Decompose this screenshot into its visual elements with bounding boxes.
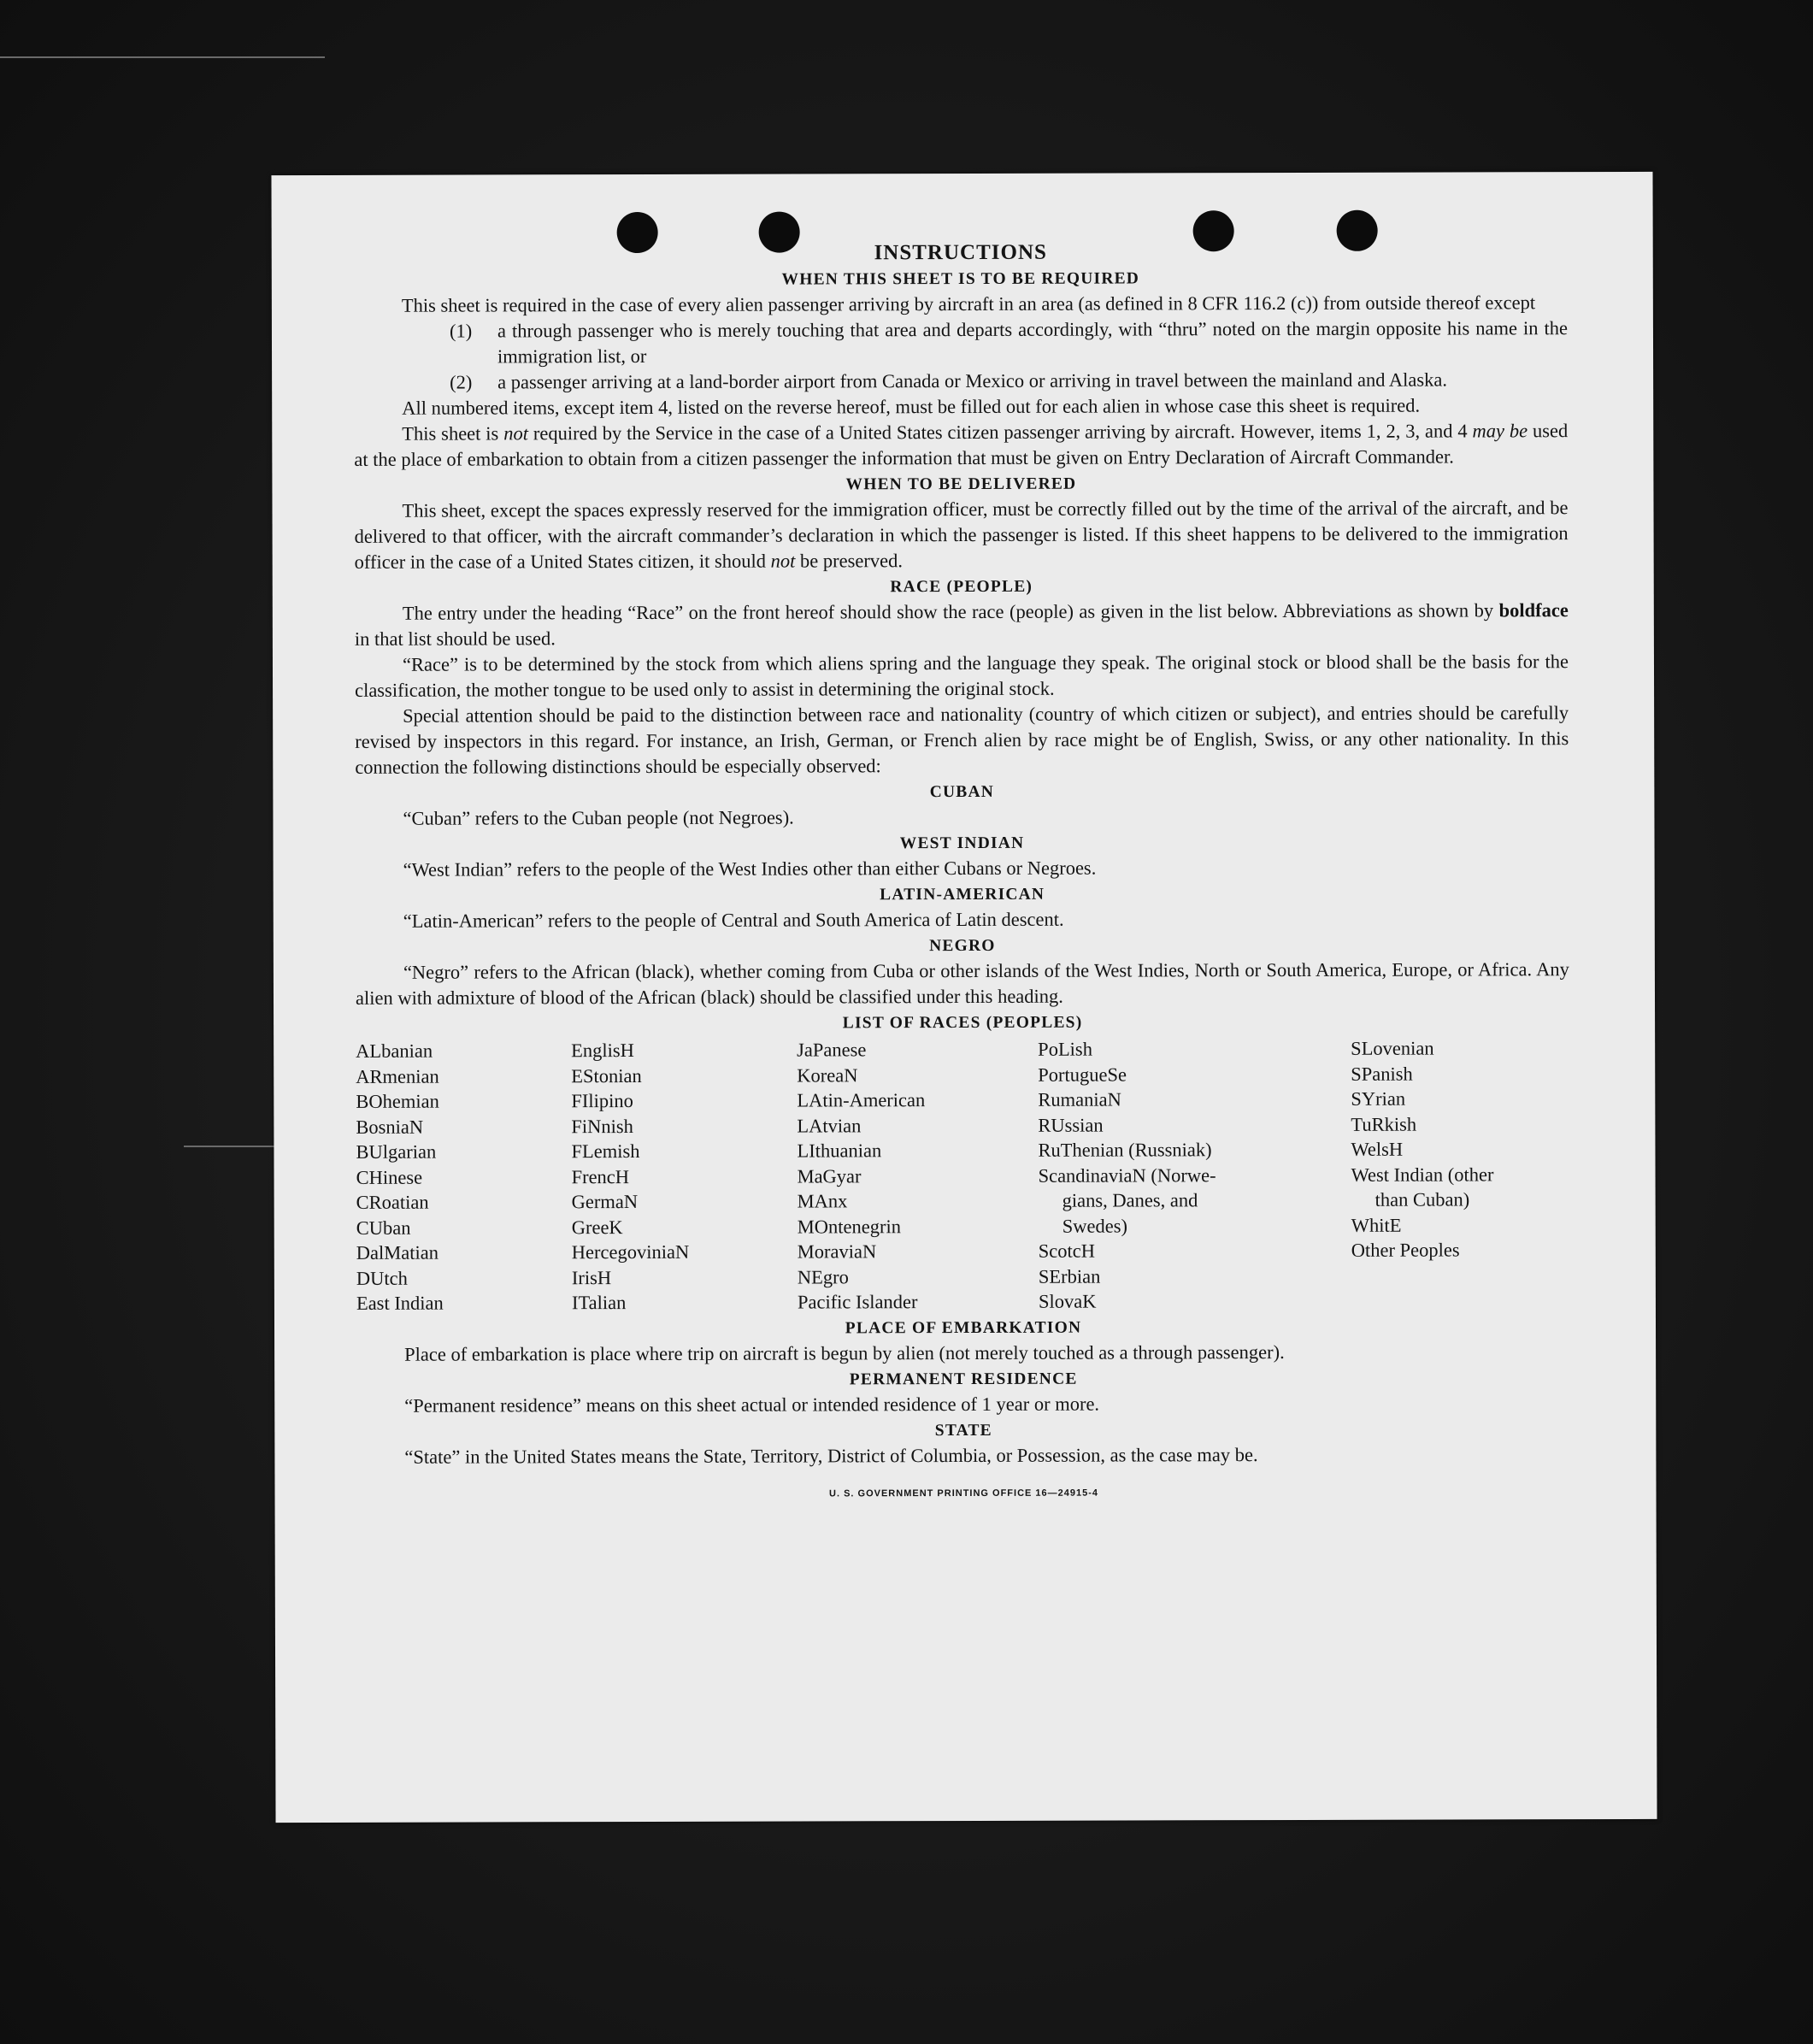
paragraph — [354, 418, 1568, 473]
text-run: This sheet, except the spaces expressly reserved for the immigration officer, must be correctly filled out by the time of the arrival of the aircraft, and be delivered to that officer, with the aircraft commander’s declaration in which the passenger is listed. If this sheet happens to be delivered to the immigration officer in the case of a United States citizen, it should — [354, 497, 1569, 573]
section-heading-race: RACE (PEOPLE) — [890, 577, 1033, 597]
race-entry: CUban — [356, 1216, 411, 1239]
race-entry: MaGyar — [797, 1164, 862, 1187]
race-entry: MOntenegrin — [797, 1215, 901, 1238]
race-entry: DalMatian — [356, 1241, 439, 1264]
race-entry: RUssian — [1038, 1114, 1104, 1136]
document-sheet — [271, 172, 1657, 1823]
text-run: This sheet is — [402, 422, 504, 445]
race-entry: SErbian — [1038, 1265, 1101, 1287]
emphasis: not — [503, 422, 528, 445]
paragraph: “West Indian” refers to the people of the West Indies other than either Cubans or Negroes. — [403, 857, 1097, 881]
section-heading-embarkation: PLACE OF EMBARKATION — [845, 1318, 1082, 1337]
paragraph: “Negro” refers to the African (black), whether coming from Cuba or other islands of the West Indies, North or South America, Europe, or Africa. Any alien with admixture of blood of the African (black) should be classified under this heading. — [355, 958, 1569, 1009]
section-heading-latin-american: LATIN-AMERICAN — [880, 885, 1045, 904]
exception-item — [450, 367, 1568, 395]
paragraph: Place of embarkation is place where trip on aircraft is begun by alien (not merely touched as a through passenger). — [404, 1340, 1285, 1365]
race-entry: BUlgarian — [356, 1140, 437, 1163]
race-entry: IrisH — [571, 1266, 612, 1288]
race-entry: GermaN — [571, 1191, 639, 1213]
race-entry: FrencH — [571, 1165, 630, 1187]
race-entry: LAtin-American — [797, 1089, 926, 1111]
races-list — [356, 1035, 1570, 1316]
race-entry: FIlipino — [571, 1090, 633, 1112]
exception-text: a through passenger who is merely touching that area and departs accordingly, with “thru” noted on the margin opposite his name in the immigration list, or — [497, 317, 1568, 368]
race-entry: MAnx — [797, 1190, 848, 1212]
paragraph: “Cuban” refers to the Cuban people (not Negroes). — [403, 806, 794, 829]
race-entry: Other Peoples — [1351, 1239, 1460, 1261]
paragraph: “State” in the United States means the State, Territory, District of Columbia, or Possession, as the case may be. — [404, 1443, 1258, 1468]
race-entry: ScotcH — [1038, 1240, 1096, 1262]
race-entry: PortugueSe — [1038, 1063, 1127, 1086]
paragraph: This sheet is required in the case of every alien passenger arriving by aircraft in an area (as defined in 8 CFR 116.2 (c)) from outside thereof except — [401, 292, 1536, 316]
race-entry: NEgro — [797, 1265, 849, 1288]
paragraph — [355, 598, 1569, 652]
races-column — [1038, 1036, 1351, 1314]
race-entry: JaPanese — [797, 1039, 867, 1061]
instructions-content — [354, 239, 1571, 1507]
race-entry: EnglisH — [571, 1040, 634, 1062]
emphasis: not — [770, 550, 796, 572]
race-entry: SYrian — [1351, 1087, 1406, 1110]
race-entry: SPanish — [1351, 1063, 1413, 1085]
race-entry: DUtch — [356, 1267, 408, 1289]
race-entry: RumaniaN — [1038, 1088, 1121, 1110]
race-entry: KoreaN — [797, 1063, 858, 1087]
section-heading-delivered: WHEN TO BE DELIVERED — [845, 474, 1077, 494]
exception-number: (2) — [450, 371, 473, 393]
exception-item — [450, 315, 1568, 369]
race-entry-continued: than Cuban) — [1374, 1188, 1470, 1210]
race-entry: BosniaN — [356, 1116, 424, 1138]
section-heading-west-indian: WEST INDIAN — [899, 834, 1025, 853]
race-entry-continued: gians, Danes, and — [1062, 1189, 1198, 1211]
race-entry: ITalian — [571, 1292, 627, 1314]
text-run: required by the Service in the case of a United States citizen passenger arriving by aircraft. However, items 1, 2, 3, and 4 — [527, 420, 1473, 445]
race-entry: FiNnish — [571, 1115, 633, 1137]
paragraph: “Latin-American” refers to the people of Central and South America of Latin descent. — [403, 908, 1064, 932]
race-entry: RuThenian (Russniak) — [1038, 1139, 1212, 1161]
race-entry: CHinese — [356, 1166, 423, 1188]
exception-text: a passenger arriving at a land-border airport from Canada or Mexico or arriving in travel between the mainland and Alaska. — [497, 368, 1447, 393]
race-entry: SlovaK — [1038, 1290, 1097, 1312]
text-run: be preserved. — [795, 550, 903, 572]
race-entry: ALbanian — [356, 1040, 433, 1062]
race-entry: LAtvian — [797, 1114, 862, 1137]
text-run: in that list should be used. — [354, 627, 556, 650]
race-entry: TuRkish — [1351, 1113, 1417, 1135]
paragraph: “Race” is to be determined by the stock from which aliens spring and the language they speak. The original stock or blood shall be the basis for the classification, the mother tongue to be used only to assist in determining the original stock. — [355, 651, 1569, 701]
race-entry: East Indian — [356, 1292, 444, 1314]
text-run: The entry under the heading “Race” on the front hereof should show the race (people) as given in the list below. Abbreviations as shown by — [402, 599, 1499, 624]
section-heading-list-of-races: LIST OF RACES (PEOPLES) — [842, 1013, 1083, 1033]
paragraph — [354, 495, 1568, 575]
race-entry: SLovenian — [1351, 1037, 1434, 1059]
race-entry: CRoatian — [356, 1191, 429, 1213]
bold-text: boldface — [1498, 599, 1569, 621]
exception-number: (1) — [449, 320, 473, 342]
page-title: INSTRUCTIONS — [874, 240, 1047, 265]
race-entry: BOhemian — [356, 1090, 439, 1112]
races-column — [356, 1038, 572, 1316]
race-entry: ScandinaviaN (Norwe- — [1038, 1163, 1216, 1187]
race-entry: EStonian — [571, 1064, 642, 1087]
section-heading-required: WHEN THIS SHEET IS TO BE REQUIRED — [781, 269, 1140, 289]
races-column — [571, 1038, 798, 1316]
races-column — [797, 1037, 1039, 1315]
race-entry-continued: Swedes) — [1062, 1215, 1127, 1237]
race-entry: GreeK — [571, 1216, 623, 1238]
scan-artifact-line — [184, 1146, 278, 1147]
paragraph: “Permanent residence” means on this sheet actual or intended residence of 1 year or more. — [404, 1393, 1100, 1417]
race-entry: ARmenian — [356, 1065, 439, 1087]
emphasis: may be — [1472, 420, 1528, 442]
section-heading-negro: NEGRO — [929, 936, 996, 956]
section-heading-cuban: CUBAN — [929, 782, 995, 802]
section-heading-state: STATE — [934, 1421, 992, 1440]
race-entry: MoraviaN — [797, 1240, 877, 1263]
race-entry: Pacific Islander — [797, 1291, 918, 1313]
race-entry: WelsH — [1351, 1138, 1404, 1160]
paragraph: Special attention should be paid to the distinction between race and nationality (country of which citizen or subject), and entries should be carefully revised by inspectors in this regard. For instance, an Irish, German, or French alien by race might be of English, Swiss, or any other nationality. In this connection the following distinctions should be especially observed: — [355, 702, 1569, 778]
scan-artifact-line — [0, 56, 325, 58]
paragraph: All numbered items, except item 4, listed on the reverse hereof, must be filled out for each alien in whose case this sheet is required. — [402, 394, 1421, 419]
race-entry: FLemish — [571, 1140, 640, 1163]
text-run: used at the place of embarkation to obtain from a citizen passenger the information that must be given on Entry Declaration of Aircraft Commander. — [354, 420, 1569, 470]
printing-office-footer: U. S. GOVERNMENT PRINTING OFFICE 16—24915-4 — [828, 1487, 1099, 1499]
race-entry: PoLish — [1038, 1038, 1092, 1060]
section-heading-residence: PERMANENT RESIDENCE — [849, 1370, 1078, 1388]
race-entry: West Indian (other — [1351, 1163, 1494, 1186]
races-column — [1351, 1035, 1570, 1313]
race-entry: LIthuanian — [797, 1140, 882, 1162]
race-entry: WhitE — [1351, 1214, 1402, 1236]
race-entry: HercegoviniaN — [571, 1240, 690, 1264]
